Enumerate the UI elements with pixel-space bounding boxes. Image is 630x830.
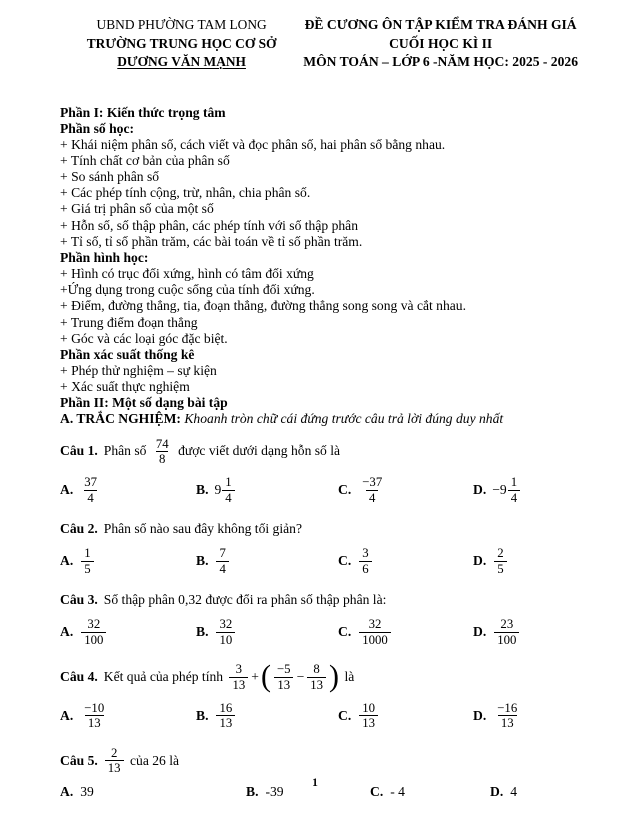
answer-option-label: D. xyxy=(473,624,487,640)
header-title-block xyxy=(303,16,578,72)
numerator: 74 xyxy=(155,436,169,451)
denominator: 13 xyxy=(216,715,235,730)
denominator: 4 xyxy=(366,490,378,505)
denominator: 100 xyxy=(494,632,519,647)
denominator: 4 xyxy=(216,561,228,576)
question-stem xyxy=(60,591,578,608)
fraction xyxy=(494,617,519,647)
text-run: Kết quả của phép tính xyxy=(103,669,227,685)
answer-option-label: D. xyxy=(473,553,487,569)
answer-options-row xyxy=(60,469,578,511)
text-run: 4 xyxy=(510,783,518,799)
outline-item: + Tỉ số, tỉ số phần trăm, các bài toán về tỉ số phần trăm. xyxy=(60,233,363,249)
answer-option xyxy=(196,546,338,576)
denominator: 4 xyxy=(508,490,520,505)
numerator: −16 xyxy=(497,701,518,716)
text-run: Phân số xyxy=(103,443,150,459)
answer-option xyxy=(60,701,196,731)
numerator: 16 xyxy=(219,701,233,716)
fraction xyxy=(216,701,235,731)
fraction xyxy=(105,746,124,776)
question-label: Câu 2. xyxy=(60,520,98,536)
fraction xyxy=(81,475,100,505)
numerator: 1 xyxy=(510,475,518,490)
outline-item: + Trung điểm đoạn thẳng xyxy=(60,314,198,330)
answer-option-label: C. xyxy=(338,553,352,569)
section-heading: Phần I: Kiến thức trọng tâm xyxy=(60,104,226,120)
text-run: + xyxy=(251,669,259,685)
outline-item: + So sánh phân số xyxy=(60,169,160,185)
fraction xyxy=(359,475,385,505)
outline-item: + Hình có trục đối xứng, hình có tâm đối xứng xyxy=(60,266,314,282)
numerator: 1 xyxy=(84,546,91,561)
fraction xyxy=(81,701,107,731)
whole-part: 9 xyxy=(214,482,222,498)
header-school-name: TRƯỜNG TRUNG HỌC CƠ SỞ xyxy=(86,35,277,51)
fraction xyxy=(216,546,228,576)
section-heading: Phần xác suất thống kê xyxy=(60,346,195,362)
answer-option-label: C. xyxy=(338,482,352,498)
answer-option xyxy=(338,617,473,647)
denominator: 8 xyxy=(156,451,168,466)
fraction xyxy=(359,701,378,731)
denominator: 1000 xyxy=(359,632,391,647)
denominator: 5 xyxy=(494,561,506,576)
question-stem xyxy=(60,437,578,467)
answer-option-label: C. xyxy=(338,707,352,723)
numerator: 2 xyxy=(497,546,504,561)
answer-option xyxy=(473,546,578,576)
answer-option-label: C. xyxy=(338,624,352,640)
answer-option-label: B. xyxy=(196,624,209,640)
answer-option-label: A. xyxy=(60,482,74,498)
answer-option xyxy=(60,475,196,505)
answer-option-label: D. xyxy=(473,482,487,498)
question-stem xyxy=(60,746,578,776)
numerator: 37 xyxy=(84,475,98,490)
outline-item: + Điểm, đường thẳng, tia, đoạn thẳng, đường thẳng song song và cắt nhau. xyxy=(60,298,467,314)
header-school-block xyxy=(60,16,303,72)
answer-option xyxy=(473,701,578,731)
text-run: của 26 là xyxy=(126,752,180,768)
outline-item: + Giá trị phân số của một số xyxy=(60,201,214,217)
denominator: 13 xyxy=(229,677,248,692)
denominator: 4 xyxy=(222,490,234,505)
denominator: 13 xyxy=(498,715,517,730)
fraction xyxy=(359,617,391,647)
multiple-choice-instruction: Khoanh tròn chữ cái đứng trước câu trả lời đúng duy nhất xyxy=(180,411,504,427)
question-stem: Câu 4. Kết quả của phép tính $\frac{3}{13}$ + ( $\frac{-5}{13}$ − $\frac{8}{13}$ ) là xyxy=(60,659,355,694)
page-number: 1 xyxy=(312,777,318,789)
answer-option-label: A. xyxy=(60,707,74,723)
numerator: 10 xyxy=(362,701,376,716)
numerator: 8 xyxy=(313,662,320,677)
multiple-choice-intro xyxy=(60,411,578,427)
answer-option xyxy=(196,617,338,647)
answer-option-label: D. xyxy=(490,783,504,799)
question xyxy=(60,520,578,582)
answer-option xyxy=(338,546,473,576)
outline-item: + Tính chất cơ bản của phân số xyxy=(60,152,230,168)
whole-part: −9 xyxy=(492,482,507,498)
answer-option xyxy=(473,617,578,647)
fraction xyxy=(153,437,172,467)
answer-option-label: C. xyxy=(370,783,384,799)
fraction xyxy=(222,475,234,505)
numerator: 3 xyxy=(362,546,369,561)
document-header xyxy=(60,16,578,72)
fraction xyxy=(494,701,520,731)
numerator: 32 xyxy=(87,617,101,632)
outline-item: +Ứng dụng trong cuộc sống của tính đối xứng. xyxy=(60,282,315,298)
answer-option-label: B. xyxy=(196,482,209,498)
fraction xyxy=(494,546,506,576)
text-run: - 4 xyxy=(390,783,405,799)
numerator: 32 xyxy=(219,617,233,632)
denominator: 100 xyxy=(81,632,106,647)
fraction xyxy=(274,662,294,692)
fraction xyxy=(359,546,371,576)
numerator: 3 xyxy=(235,662,243,677)
answer-option-label: D. xyxy=(473,707,487,723)
denominator: 13 xyxy=(85,715,104,730)
section-heading: Phần II: Một số dạng bài tập xyxy=(60,395,228,411)
question xyxy=(60,591,578,653)
answer-option xyxy=(60,617,196,647)
answer-option xyxy=(196,475,338,505)
fraction xyxy=(216,617,235,647)
text-run: Phân số nào sau đây không tối giản? xyxy=(103,520,302,536)
document-subject-year: MÔN TOÁN – LỚP 6 -NĂM HỌC: 2025 - 2026 xyxy=(303,54,578,69)
numerator: 23 xyxy=(500,617,514,632)
text-run: − xyxy=(296,669,305,685)
answer-option-label: A. xyxy=(60,783,74,799)
answer-option-label: B. xyxy=(246,783,259,799)
text-run: -39 xyxy=(265,783,284,799)
answer-options-row xyxy=(60,611,578,653)
numerator: 7 xyxy=(219,546,226,561)
text-run: là xyxy=(341,669,355,685)
fraction xyxy=(508,475,520,505)
denominator: 4 xyxy=(84,490,96,505)
numerator: 1 xyxy=(225,475,232,490)
numerator: −10 xyxy=(84,701,105,716)
outline-item: + Xác suất thực nghiệm xyxy=(60,379,190,395)
answer-option xyxy=(338,701,473,731)
outline-item: + Các phép tính cộng, trừ, nhân, chia phân số. xyxy=(60,185,311,201)
multiple-choice-label: A. TRẮC NGHIỆM: xyxy=(60,411,181,427)
denominator: 6 xyxy=(359,561,371,576)
numerator: −37 xyxy=(362,475,383,490)
text-run: được viết dưới dạng hỗn số là xyxy=(174,443,341,459)
fraction xyxy=(81,546,93,576)
question-label: Câu 1. xyxy=(60,443,98,459)
questions xyxy=(60,437,578,802)
question-label: Câu 5. xyxy=(60,752,98,768)
outline-item: + Khái niệm phân số, cách viết và đọc phân số, hai phân số bằng nhau. xyxy=(60,136,446,152)
question xyxy=(60,746,578,802)
mixed-number xyxy=(214,475,236,505)
knowledge-outline xyxy=(60,105,578,428)
document-subtitle: CUỐI HỌC KÌ II xyxy=(389,35,493,51)
text-run: Số thập phân 0,32 được đổi ra phân số thập phân là: xyxy=(103,591,387,607)
answer-option xyxy=(473,475,578,505)
numerator: −5 xyxy=(276,662,291,677)
answer-option-label: B. xyxy=(196,553,209,569)
denominator: 5 xyxy=(81,561,93,576)
question-stem xyxy=(60,520,578,537)
answer-option xyxy=(60,546,196,576)
denominator: 13 xyxy=(359,715,378,730)
denominator: 13 xyxy=(274,677,293,692)
fraction xyxy=(307,662,326,692)
fraction xyxy=(81,617,106,647)
question xyxy=(60,437,578,512)
outline-item: + Phép thử nghiệm – sự kiện xyxy=(60,363,217,378)
header-school-name-2: DƯƠNG VĂN MẠNH xyxy=(117,54,246,69)
outline-item: + Hỗn số, số thập phân, các phép tính với số thập phân xyxy=(60,217,359,233)
answer-option-label: A. xyxy=(60,553,74,569)
numerator: 2 xyxy=(110,745,118,760)
fraction xyxy=(229,662,248,692)
mixed-number xyxy=(492,475,522,505)
denominator: 10 xyxy=(216,632,235,647)
question-label: Câu 3. xyxy=(60,591,98,607)
text-run: 39 xyxy=(80,783,94,799)
denominator: 13 xyxy=(307,677,326,692)
answer-option-label: B. xyxy=(196,707,209,723)
document-title: ĐỀ CƯƠNG ÔN TẬP KIỂM TRA ĐÁNH GIÁ xyxy=(304,17,577,32)
answer-options-row xyxy=(60,695,578,737)
section-heading: Phần hình học: xyxy=(60,249,149,265)
question-label: Câu 4. xyxy=(60,669,98,685)
section-heading: Phần số học: xyxy=(60,120,135,136)
answer-option xyxy=(338,475,473,505)
denominator: 13 xyxy=(105,760,124,775)
answer-option-label: A. xyxy=(60,624,74,640)
outline-item: + Góc và các loại góc đặc biệt. xyxy=(60,330,228,346)
numerator: 32 xyxy=(368,617,382,632)
answer-option xyxy=(196,701,338,731)
question xyxy=(60,659,578,737)
answer-options-row xyxy=(60,540,578,582)
header-authority: UBND PHƯỜNG TAM LONG xyxy=(96,17,267,32)
